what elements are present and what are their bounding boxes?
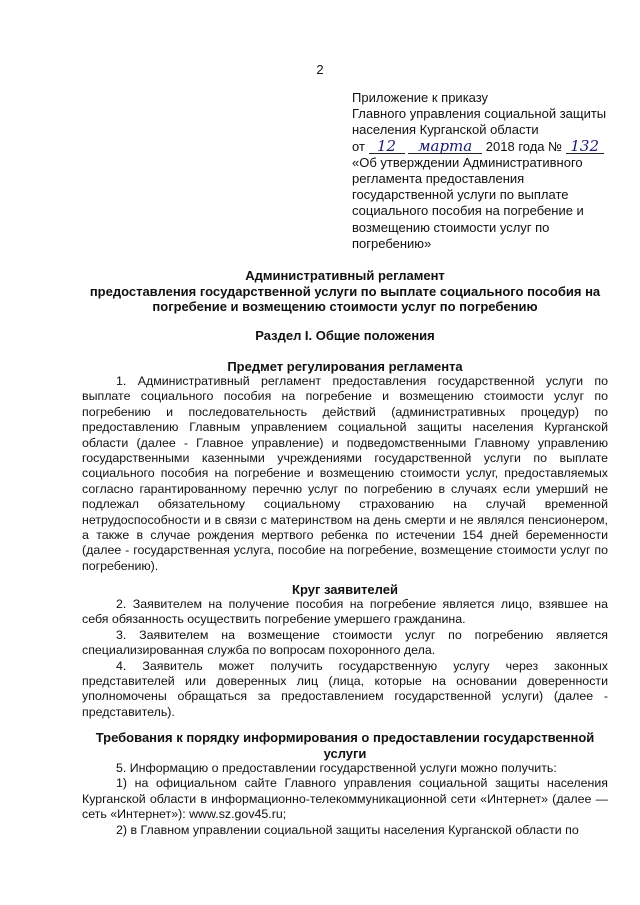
section-applicants-body xyxy=(82,597,608,720)
appendix-block xyxy=(352,90,612,252)
paragraph-3: 3. Заявителем на возмещение стоимости услуг по погребению является специализированная служба по вопросам похоронного дела. xyxy=(82,627,608,658)
from-label: от xyxy=(352,138,365,154)
year-text: 2018 года № xyxy=(485,138,563,154)
info-heading: Требования к порядку информирования о предоставлении государственной услуги xyxy=(95,730,595,761)
paragraph-5-2: 2) в Главном управлении социальной защиты населения Курганской области по xyxy=(116,822,579,837)
appendix-line-1: Приложение к приказу xyxy=(352,90,489,105)
paragraph-5-1: 1) на официальном сайте Главного управления социальной защиты населения Курганской области в информационно-телекоммуникационной сети «Интернет» (далее — сеть «Интернет»): www.sz.gov45.ru; xyxy=(82,776,608,822)
appendix-line-3: населения Курганской области xyxy=(352,122,539,138)
handwritten-month: марта xyxy=(408,140,482,154)
title-line-1: Административный регламент xyxy=(245,268,445,283)
appendix-subject: «Об утверждении Административного регламента предоставления государственной услуги по выплате социального пособия на погребение и возмещению стоимости услуг по погребению» xyxy=(352,154,584,251)
paragraph-4: 4. Заявитель может получить государственную услугу через законных представителей или доверенных лиц (лица, которые на основании доверенности уполномочены обращаться за предоставлением государственной услуги) (далее - представитель). xyxy=(82,658,608,719)
section-subject-body xyxy=(82,374,608,574)
title-line-2: предоставления государственной услуги по выплате социального пособия на погребение и возмещению стоимости услуг по погребению xyxy=(89,283,601,315)
paragraph-1: 1. Административный регламент предоставления государственной услуги по выплате социального пособия на погребение и возмещению стоимости услуг по погребению и последовательность действий (административных процедур) по предоставлению Главным управлением социальной защиты населения Курганской области (далее - Главное управление) и подведомственными Главному управлению государственными казенными учреждениями государственной услуги по выплате социального пособия на погребение и возмещению стоимости услуг, предоставляемых согласно гарантированному перечню услуг по погребению в случаях если умерший не подлежал обязательному социальному страхованию на случай временной нетрудоспособности и в связи с материнством на день смерти и не являлся пенсионером, а также в случае рождения мертвого ребенка по истечении 154 дней беременности (далее - государственная услуга, пособие на погребение, возмещение стоимости услуг по погребению). xyxy=(82,374,608,573)
appendix-date-line xyxy=(352,136,612,155)
document-title xyxy=(82,268,608,315)
subject-heading: Предмет регулирования регламента xyxy=(227,359,463,374)
paragraph-5: 5. Информацию о предоставлении государственной услуги можно получить: xyxy=(116,761,557,775)
section-1-heading: Раздел I. Общие положения xyxy=(255,328,435,343)
handwritten-order-number: 132 xyxy=(566,140,604,154)
page-number: 2 xyxy=(316,62,324,77)
paragraph-2: 2. Заявителем на получение пособия на погребение является лицо, взявшее на себя обязанность осуществить погребение умершего гражданина. xyxy=(82,597,608,627)
appendix-line-2: Главного управления социальной защиты xyxy=(352,106,607,122)
handwritten-day: 12 xyxy=(369,140,405,154)
applicants-heading: Круг заявителей xyxy=(292,582,398,597)
section-info-body xyxy=(82,761,608,838)
